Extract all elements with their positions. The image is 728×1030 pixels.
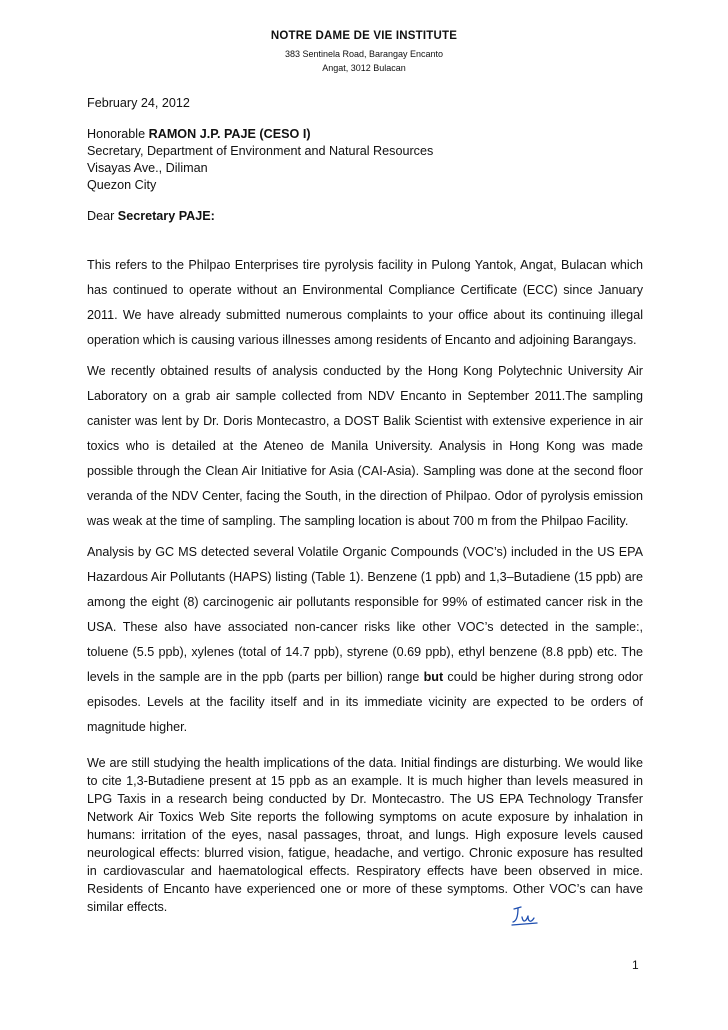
recipient-address1: Visayas Ave., Diliman bbox=[87, 161, 208, 175]
paragraph-3 bbox=[87, 540, 643, 740]
page-number: 1 bbox=[632, 958, 639, 972]
recipient-line bbox=[87, 126, 643, 143]
recipient-name: RAMON J.P. PAJE (CESO I) bbox=[148, 127, 311, 141]
salutation-prefix: Dear bbox=[87, 209, 118, 223]
letter-body bbox=[87, 95, 643, 916]
recipient-title: Secretary, Department of Environment and Natural Resources bbox=[87, 144, 434, 158]
paragraph-2: We recently obtained results of analysis conducted by the Hong Kong Polytechnic University Air Laboratory on a grab air sample collected from NDV Encanto in September 2011.The sampling canister was lent by Dr. Doris Montecastro, a DOST Balik Scientist with extensive experience in air toxics who is detailed at the Ateneo de Manila University. Analysis in Hong Kong was made possible through the Clean Air Initiative for Asia (CAI-Asia). Sampling was done at the second floor veranda of the NDV Center, facing the South, in the direction of Philpao. Odor of pyrolysis emission was weak at the time of sampling. The sampling location is about 700 m from the Philpao Facility. bbox=[87, 364, 643, 528]
letter-date: February 24, 2012 bbox=[87, 96, 190, 110]
salutation bbox=[87, 208, 643, 225]
paragraph-3-part1: Analysis by GC MS detected several Volatile Organic Compounds (VOC’s) included in the US EPA Hazardous Air Pollutants (HAPS) listing (Table 1). Benzene (1 ppb) and 1,3–Butadiene (15 ppb) are among the eight (8) carcinogenic air pollutants responsible for 99% of estimated cancer risk in the USA. These also have associated non-cancer risks like other VOC’s detected in the sample:, toluene (5.5 ppb), xylenes (total of 14.7 ppb), styrene (0.69 ppb), ethyl benzene (8.8 ppb) etc. The levels in the sample are in the ppb (parts per billion) range bbox=[87, 545, 643, 684]
paragraph-1: This refers to the Philpao Enterprises tire pyrolysis facility in Pulong Yantok, Angat, Bulacan which has continued to operate without an Environmental Compliance Certificate (ECC) since January 2011. We have already submitted numerous complaints to your office about its continuing illegal operation which is causing various illnesses among residents of Encanto and adjoining Barangays. bbox=[87, 258, 643, 347]
institute-address-line1: 383 Sentinela Road, Barangay Encanto bbox=[284, 49, 444, 59]
salutation-name: Secretary PAJE: bbox=[117, 209, 215, 223]
paragraph-3-bold: but bbox=[423, 670, 444, 684]
initials-signature-icon bbox=[510, 903, 540, 927]
recipient-prefix: Honorable bbox=[87, 127, 149, 141]
institute-name: NOTRE DAME DE VIE INSTITUTE bbox=[270, 30, 458, 42]
paragraph-3-part2: could be higher during strong odor episodes. Levels at the facility itself and in its immediate vicinity are expected to be orders of magnitude higher. bbox=[87, 670, 643, 734]
paragraph-4: We are still studying the health implications of the data. Initial findings are disturbing. We would like to cite 1,3-Butadiene present at 15 ppb as an example. It is much higher than levels measured in LPG Taxis in a research being conducted by Dr. Montecastro. The US EPA Technology Transfer Network Air Toxics Web Site reports the following symptoms on acute exposure by inhalation in humans: irritation of the eyes, nasal passages, throat, and lungs. High exposure levels caused neurological effects: blurred vision, fatigue, headache, and vertigo. Chronic exposure has resulted in cardiovascular and haematological effects. Respiratory effects have been observed in mice. Residents of Encanto have experienced one or more of these symptoms. Other VOC’s can have similar effects. bbox=[87, 756, 643, 914]
institute-address-line2: Angat, 3012 Bulacan bbox=[322, 63, 406, 73]
recipient-address2: Quezon City bbox=[87, 178, 157, 192]
